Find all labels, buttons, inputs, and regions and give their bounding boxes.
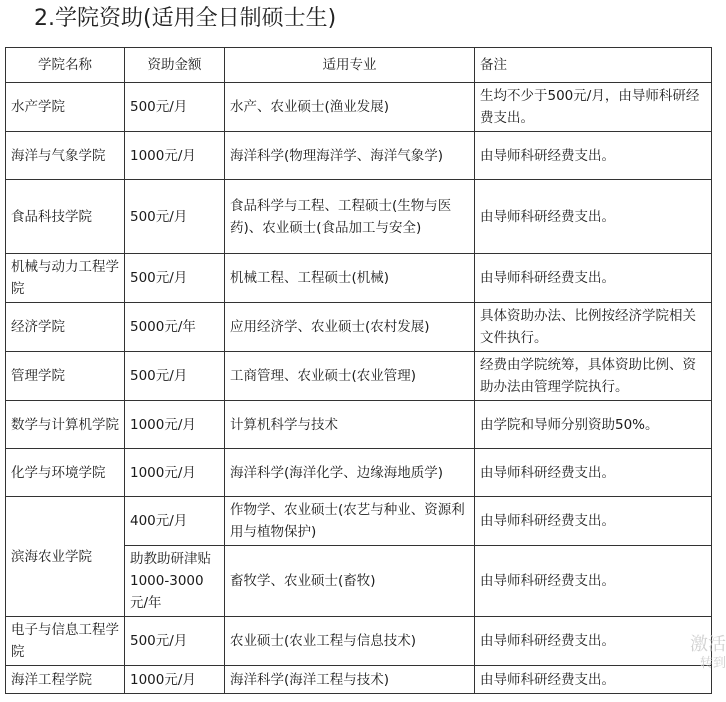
major-cell: 机械工程、工程硕士(机械): [225, 254, 475, 303]
college-cell: 管理学院: [6, 352, 125, 401]
amount-cell: 500元/月: [125, 83, 225, 132]
college-cell: 食品科技学院: [6, 180, 125, 254]
table-row: [6, 254, 712, 303]
college-cell: 机械与动力工程学院: [6, 254, 125, 303]
major-cell: 应用经济学、农业硕士(农村发展): [225, 303, 475, 352]
table-row: [6, 401, 712, 449]
note-cell: 由导师科研经费支出。: [475, 617, 712, 666]
note-cell: 经费由学院统筹，具体资助比例、资助办法由管理学院执行。: [475, 352, 712, 401]
funding-table: [5, 47, 712, 694]
header-note: 备注: [475, 48, 712, 83]
header-college: 学院名称: [6, 48, 125, 83]
table-row: [6, 497, 712, 546]
note-cell: 由导师科研经费支出。: [475, 546, 712, 617]
note-cell: 由导师科研经费支出。: [475, 132, 712, 180]
note-cell: 由导师科研经费支出。: [475, 666, 712, 694]
major-cell: 海洋科学(海洋工程与技术): [225, 666, 475, 694]
major-cell: 食品科学与工程、工程硕士(生物与医药)、农业硕士(食品加工与安全): [225, 180, 475, 254]
table-row: [6, 617, 712, 666]
college-cell: 滨海农业学院: [6, 497, 125, 617]
table-row: [6, 83, 712, 132]
major-cell: 海洋科学(海洋化学、边缘海地质学): [225, 449, 475, 497]
college-cell: 经济学院: [6, 303, 125, 352]
amount-cell: 助教助研津贴1000-3000元/年: [125, 546, 225, 617]
note-cell: 具体资助办法、比例按经济学院相关文件执行。: [475, 303, 712, 352]
amount-cell: 500元/月: [125, 254, 225, 303]
watermark-line-2: 转到: [699, 656, 726, 671]
amount-cell: 1000元/月: [125, 401, 225, 449]
activation-watermark: [690, 634, 726, 672]
amount-cell: 500元/月: [125, 352, 225, 401]
amount-cell: 500元/月: [125, 180, 225, 254]
table-header-row: [6, 48, 712, 83]
college-cell: 数学与计算机学院: [6, 401, 125, 449]
major-cell: 农业硕士(农业工程与信息技术): [225, 617, 475, 666]
note-cell: 由导师科研经费支出。: [475, 254, 712, 303]
amount-cell: 1000元/月: [125, 132, 225, 180]
major-cell: 计算机科学与技术: [225, 401, 475, 449]
college-cell: 化学与环境学院: [6, 449, 125, 497]
major-cell: 工商管理、农业硕士(农业管理): [225, 352, 475, 401]
note-cell: 由学院和导师分别资助50%。: [475, 401, 712, 449]
college-cell: 电子与信息工程学院: [6, 617, 125, 666]
note-cell: 由导师科研经费支出。: [475, 449, 712, 497]
note-cell: 由导师科研经费支出。: [475, 180, 712, 254]
note-cell: 由导师科研经费支出。: [475, 497, 712, 546]
header-amount: 资助金额: [125, 48, 225, 83]
header-major: 适用专业: [225, 48, 475, 83]
amount-cell: 400元/月: [125, 497, 225, 546]
table-row: [6, 303, 712, 352]
page-title: 2.学院资助(适用全日制硕士生): [34, 6, 337, 31]
major-cell: 畜牧学、农业硕士(畜牧): [225, 546, 475, 617]
watermark-line-1: 激活: [690, 634, 726, 655]
amount-cell: 500元/月: [125, 617, 225, 666]
college-cell: 海洋工程学院: [6, 666, 125, 694]
table-row: [6, 666, 712, 694]
note-cell: 生均不少于500元/月，由导师科研经费支出。: [475, 83, 712, 132]
major-cell: 海洋科学(物理海洋学、海洋气象学): [225, 132, 475, 180]
table-row: [6, 352, 712, 401]
amount-cell: 1000元/月: [125, 449, 225, 497]
table-row: [6, 180, 712, 254]
college-cell: 水产学院: [6, 83, 125, 132]
amount-cell: 1000元/月: [125, 666, 225, 694]
major-cell: 作物学、农业硕士(农艺与种业、资源利用与植物保护): [225, 497, 475, 546]
college-cell: 海洋与气象学院: [6, 132, 125, 180]
table-row: [6, 449, 712, 497]
amount-cell: 5000元/年: [125, 303, 225, 352]
table-row: [6, 132, 712, 180]
major-cell: 水产、农业硕士(渔业发展): [225, 83, 475, 132]
